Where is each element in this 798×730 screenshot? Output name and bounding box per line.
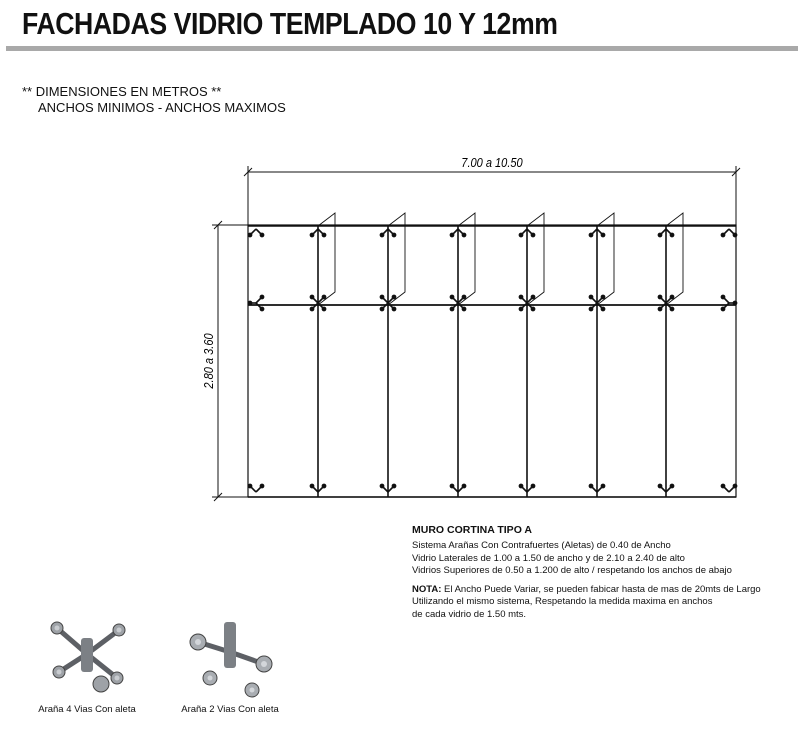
spec-heading: MURO CORTINA TIPO A <box>412 524 532 536</box>
height-label: 2.80 a 3.60 <box>201 333 217 389</box>
spider-fitting-top <box>248 229 263 237</box>
spider-fitting-transom <box>721 295 736 310</box>
nota-label: NOTA: <box>412 583 442 595</box>
nota-line: de cada vidrio de 1.50 mts. <box>412 608 527 620</box>
spec-line: Vidrios Superiores de 0.50 a 1.200 de alto / respetando los anchos de abajo <box>412 565 732 576</box>
nota-line <box>412 584 792 597</box>
spider-fitting-bottom <box>721 484 736 492</box>
spider-fitting-transom <box>248 295 263 310</box>
spider-fitting-top <box>721 229 736 237</box>
product-spider-2-way <box>175 608 285 715</box>
spider-4-way-icon <box>41 608 133 700</box>
nota-line: Utilizando el mismo sistema, Respetando la medida maxima en anchos <box>412 596 713 607</box>
spider-2-way-icon <box>180 608 280 700</box>
spec-block <box>412 524 792 621</box>
units-note: ** DIMENSIONES EN METROS ** <box>22 84 222 99</box>
facade-outline <box>248 225 736 497</box>
spec-line: Sistema Arañas Con Contrafuertes (Aletas) de 0.40 de Ancho <box>412 540 671 551</box>
product-caption: Araña 4 Vias Con aleta <box>38 704 136 715</box>
page-title: FACHADAS VIDRIO TEMPLADO 10 Y 12mm <box>22 6 558 41</box>
width-label: 7.00 a 10.50 <box>461 155 523 171</box>
product-spider-4-way <box>32 608 142 715</box>
product-caption: Araña 2 Vias Con aleta <box>181 704 279 715</box>
range-note: ANCHOS MINIMOS - ANCHOS MAXIMOS <box>38 100 286 115</box>
spec-line: Vidrio Laterales de 1.00 a 1.50 de ancho y de 2.10 a 2.40 de alto <box>412 552 685 564</box>
spider-fitting-bottom <box>248 484 263 492</box>
nota-text: El Ancho Puede Variar, se pueden fabicar hasta de mas de 20mts de Largo <box>441 583 761 595</box>
